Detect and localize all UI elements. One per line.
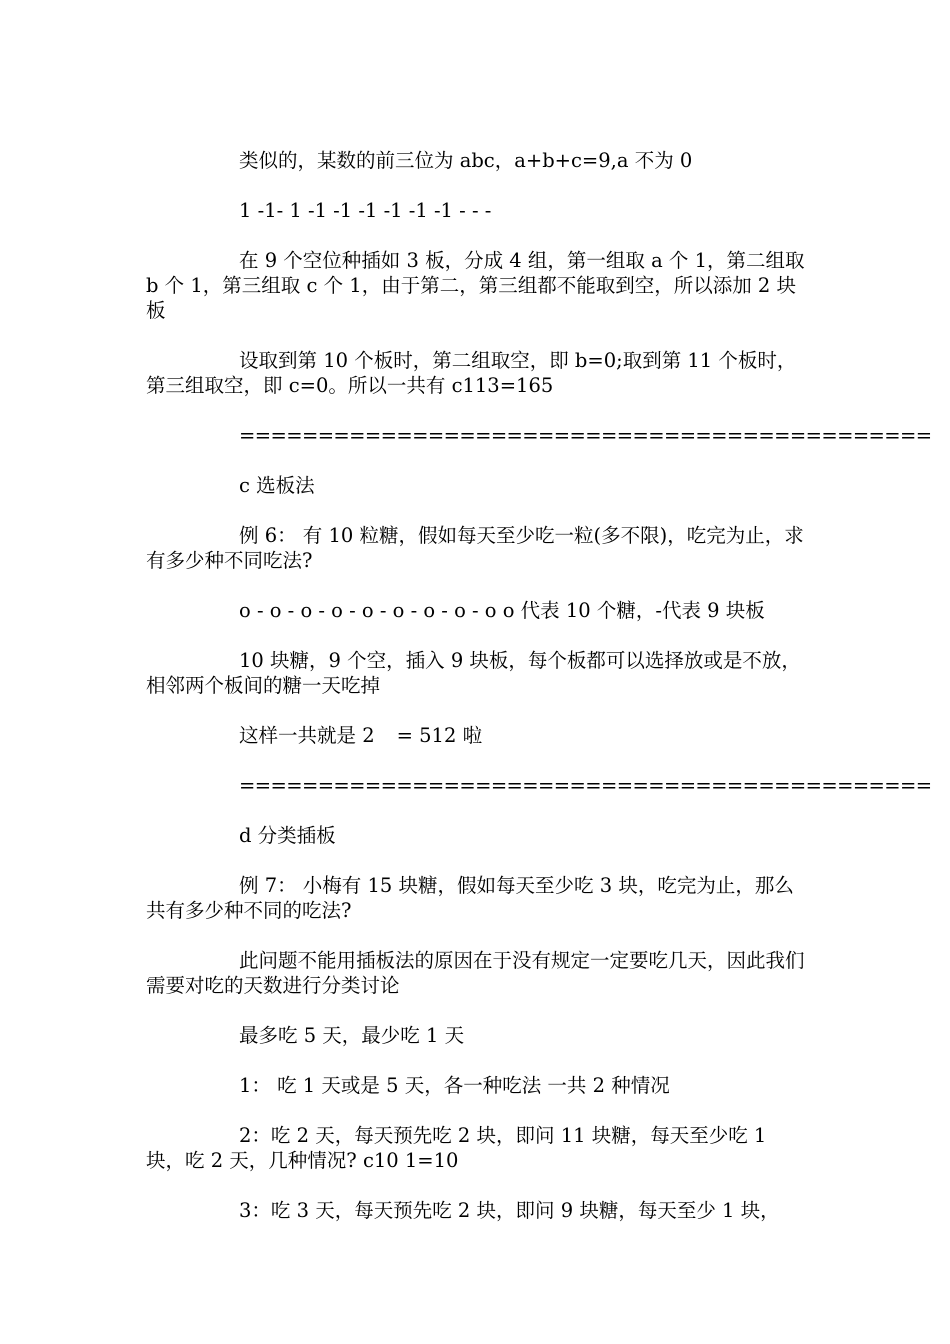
paragraph-ones-sequence: 1 -1- 1 -1 -1 -1 -1 -1 -1 - - - [239, 199, 492, 222]
paragraph-c113: 设取到第 10 个板时，第二组取空，即 b=0;取到第 11 个板时，第三组取空，即 c=0。所以一共有 c113=165 [146, 349, 797, 397]
paragraph-case-2: 2：吃 2 天，每天预先吃 2 块，即问 11 块糖，每天至少吃 1 块，吃 2 天，几种情况? c10 1=10 [146, 1124, 767, 1172]
separator-line: ============================================ [239, 424, 932, 447]
section-heading-c: c 选板法 [239, 474, 315, 497]
paragraph-max-min-days: 最多吃 5 天，最少吃 1 天 [239, 1024, 465, 1047]
separator-line: ============================================ [239, 774, 932, 797]
paragraph-case-1: 1： 吃 1 天或是 5 天，各一种吃法 一共 2 种情况 [239, 1074, 670, 1097]
paragraph-example-7: 例 7： 小梅有 15 块糖，假如每天至少吃 3 块，吃完为止，那么共有多少种不同的吃法? [146, 874, 794, 922]
section-heading-d: d 分类插板 [239, 824, 336, 847]
total-text-before: 这样一共就是 2 [239, 724, 375, 747]
paragraph-example-6: 例 6： 有 10 粒糖，假如每天至少吃一粒(多不限)，吃完为止，求有多少种不同吃法? [146, 524, 804, 572]
paragraph-ten-candies: 10 块糖，9 个空，插入 9 块板，每个板都可以选择放或是不放，相邻两个板间的糖一天吃掉 [146, 649, 801, 697]
paragraph-abc-intro: 类似的，某数的前三位为 abc，a+b+c=9,a 不为 0 [239, 149, 693, 172]
paragraph-candy-boards: o - o - o - o - o - o - o - o - o o 代表 10 个糖，-代表 9 块板 [239, 599, 765, 622]
paragraph-total-512 [146, 723, 810, 748]
paragraph-classification-reason: 此问题不能用插板法的原因在于没有规定一定要吃几天，因此我们需要对吃的天数进行分类讨论 [146, 949, 805, 997]
document-body [146, 148, 932, 1248]
total-text-after: = 512 啦 [396, 724, 483, 747]
paragraph-case-3: 3：吃 3 天，每天预先吃 2 块，即问 9 块糖，每天至少 1 块， [239, 1199, 780, 1222]
paragraph-insert-boards: 在 9 个空位种插如 3 板，分成 4 组，第一组取 a 个 1，第二组取 b 个 1，第三组取 c 个 1，由于第二，第三组都不能取到空，所以添加 2 块板 [146, 249, 805, 322]
